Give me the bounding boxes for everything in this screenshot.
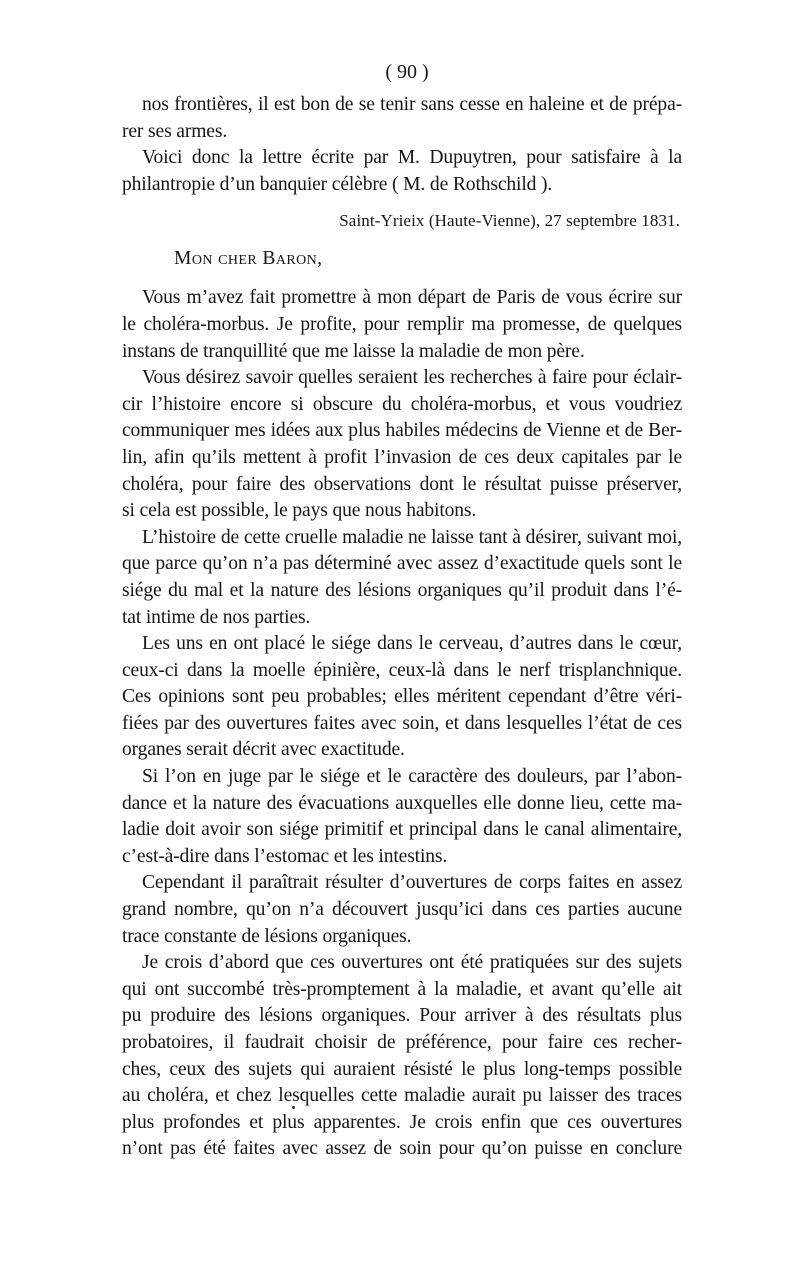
text-line: choléra, pour faire des observations dont le résultat puisse préserver, (122, 473, 682, 495)
text-line: c’est-à-dire dans l’estomac et les intestins. (122, 845, 448, 867)
letter-salutation: Mon cher Baron, (174, 248, 323, 270)
text-line: Les uns en ont placé le siége dans le cerveau, d’autres dans le cœur, (142, 633, 682, 655)
text-line: Je crois d’abord que ces ouvertures ont été pratiquées sur des sujets (142, 952, 682, 974)
text-line: Voici donc la lettre écrite par M. Dupuytren, pour satisfaire à la (142, 147, 682, 169)
text-line: tat intime de nos parties. (122, 606, 311, 628)
paragraph (122, 950, 682, 1163)
text-line: lin, afin qu’ils mettent à profit l’invasion de ces deux capitales par le (122, 446, 682, 468)
paragraph (122, 92, 682, 145)
text-line: au choléra, et chez lesquelles cette maladie aurait pu laisser des traces (122, 1085, 682, 1107)
paragraph (122, 764, 682, 870)
text-line: Vous m’avez fait promettre à mon départ de Paris de vous écrire sur (142, 287, 682, 309)
text-line: Ces opinions sont peu probables; elles méritent cependant d’être véri- (122, 686, 682, 708)
paragraph (122, 285, 682, 365)
paragraph (122, 525, 682, 631)
text-line: ches, ceux des sujets qui auraient résisté le plus long-temps possible (122, 1058, 682, 1080)
text-line: grand nombre, qu’on n’a découvert jusqu’ici dans ces parties aucune (122, 899, 682, 921)
text-line: probatoires, il faudrait choisir de préférence, pour faire ces recher- (122, 1032, 682, 1053)
text-line: cir l’histoire encore si obscure du choléra-morbus, et vous voudriez (122, 393, 682, 415)
paragraph (122, 870, 682, 950)
text-line: ladie doit avoir son siége primitif et principal dans le canal alimentaire, (122, 819, 682, 841)
text-line: Vous désirez savoir quelles seraient les recherches à faire pour éclair- (142, 367, 682, 389)
print-speck (292, 1106, 295, 1109)
page-number: ( 90 ) (385, 61, 429, 83)
text-line: organes serait décrit avec exactitude. (122, 739, 405, 761)
text-line: dance et la nature des évacuations auxquelles elle donne lieu, cette ma- (122, 792, 682, 814)
letter-body (122, 285, 682, 1163)
paragraph (122, 365, 682, 525)
document-page (122, 58, 682, 1163)
paragraph (122, 145, 682, 198)
text-line: communiquer mes idées aux plus habiles médecins de Vienne et de Ber- (122, 420, 682, 442)
text-line: fiées par des ouvertures faites avec soin, et dans lesquelles l’état de ces (122, 712, 682, 734)
text-line: que parce qu’on n’a pas déterminé avec assez d’exactitude quels sont le (122, 553, 682, 575)
text-line: si cela est possible, le pays que nous habitons. (122, 500, 477, 522)
text-line: plus profondes et plus apparentes. Je crois enfin que ces ouvertures (122, 1111, 682, 1133)
text-line: Cependant il paraîtrait résulter d’ouvertures de corps faites en assez (142, 872, 682, 894)
text-line: L’histoire de cette cruelle maladie ne laisse tant à désirer, suivant moi, (142, 526, 682, 548)
text-line: ceux-ci dans la moelle épinière, ceux-là dans le nerf trisplanchnique. (122, 659, 682, 681)
text-line: instans de tranquillité que me laisse la maladie de mon père. (122, 340, 585, 362)
letter-dateline: Saint-Yrieix (Haute-Vienne), 27 septembre 1831. (339, 211, 680, 231)
paragraph (122, 631, 682, 764)
text-line: pu produire des lésions organiques. Pour arriver à des résultats plus (122, 1005, 682, 1027)
text-line: n’ont pas été faites avec assez de soin pour qu’on puisse en conclure (122, 1138, 682, 1160)
text-line: rer ses armes. (122, 120, 228, 142)
text-line: le choléra-morbus. Je profite, pour remplir ma promesse, de quelques (122, 313, 682, 335)
intro-section (122, 92, 682, 198)
text-line: qui ont succombé très-promptement à la maladie, et avant qu’elle ait (122, 978, 682, 1000)
text-line: philantropie d’un banquier célèbre ( M. de Rothschild ). (122, 173, 553, 195)
text-line: Si l’on en juge par le siége et le caractère des douleurs, par l’abon- (142, 766, 682, 788)
text-line: siége du mal et la nature des lésions organiques qu’il produit dans l’é- (122, 579, 682, 601)
text-line: nos frontières, il est bon de se tenir sans cesse en haleine et de prépa- (142, 94, 682, 115)
text-line: trace constante de lésions organiques. (122, 925, 412, 947)
